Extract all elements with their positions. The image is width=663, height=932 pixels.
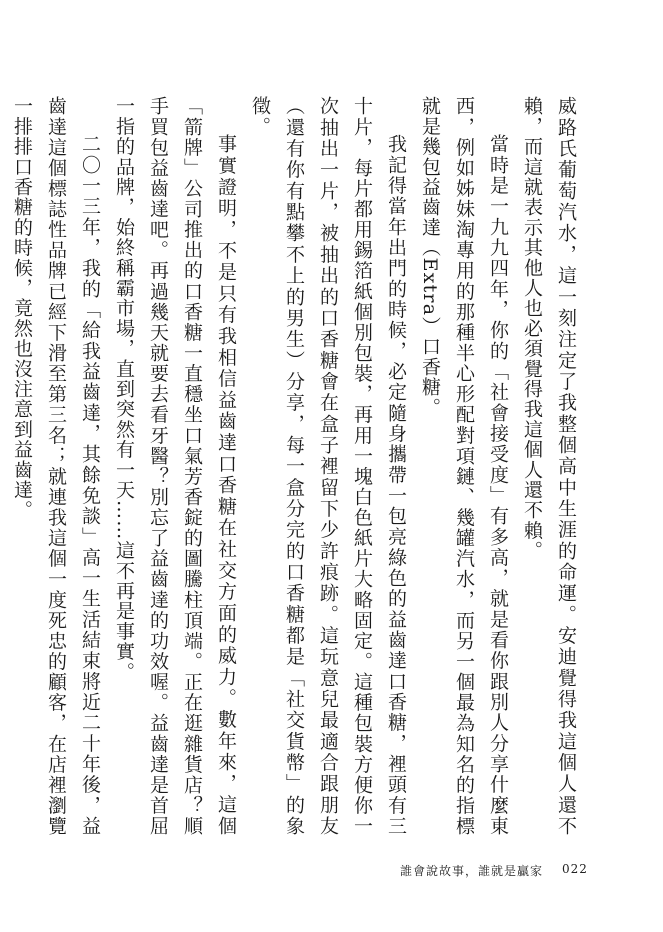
running-title: 誰會說故事，誰就是贏家 xyxy=(400,864,544,878)
paragraph-5: 二〇一三年，我的「給我益齒達，其餘免談」高一生活結束將近二十年後，益齒達這個標誌性品牌已經下滑至第三名；就連我這個一度死忠的顧客，在店裡瀏覽一排排口香糖的時候，竟然也沒注意到益齒達。 xyxy=(11,96,101,836)
page-number: 022 xyxy=(562,862,588,876)
vertical-body-text xyxy=(11,96,583,836)
paragraph-2: 當時是一九九四年，你的「社會接受度」有多高，就是看你跟別人分享什麼東西，例如姊妹淘專用的那種半心形配對項鏈、幾罐汽水，而另一個最為知名的指標就是幾包益齒達（Extra）口香糖。 xyxy=(419,96,509,836)
paragraph-4: 事實證明，不是只有我相信益齒達口香糖在社交方面的威力。數年來，這個「箭牌」公司推出的口香糖一直穩坐口氣芳香錠的圖騰柱頂端。正在逛雜貨店？順手買包益齒達吧。再過幾天就要去看牙醫？別忘了益齒達的功效喔。益齒達是首屈一指的品牌，始終稱霸市場，直到突然有一天……這不再是事實。 xyxy=(113,96,237,836)
paragraph-3: 我記得當年出門的時候，必定隨身攜帶一包亮綠色的益齒達口香糖，裡頭有三十片，每片都用錫箔紙個別包裝，再用一塊白色紙片大略固定。這種包裝方便你一次抽出一片，被抽出的口香糖會在盒子裡留下少許痕跡。這玩意兒最適合跟朋友（還有你有點攀不上的男生）分享，每一盒分完的口香糖都是「社交貨幣」的象徵。 xyxy=(249,96,407,836)
paragraph-1: 威路氏葡萄汽水，這一刻注定了我整個高中生涯的命運。安迪覺得我這個人還不賴，而這就表示其他人也必須覺得我這個人還不賴。 xyxy=(521,96,577,836)
page-footer xyxy=(400,862,620,882)
